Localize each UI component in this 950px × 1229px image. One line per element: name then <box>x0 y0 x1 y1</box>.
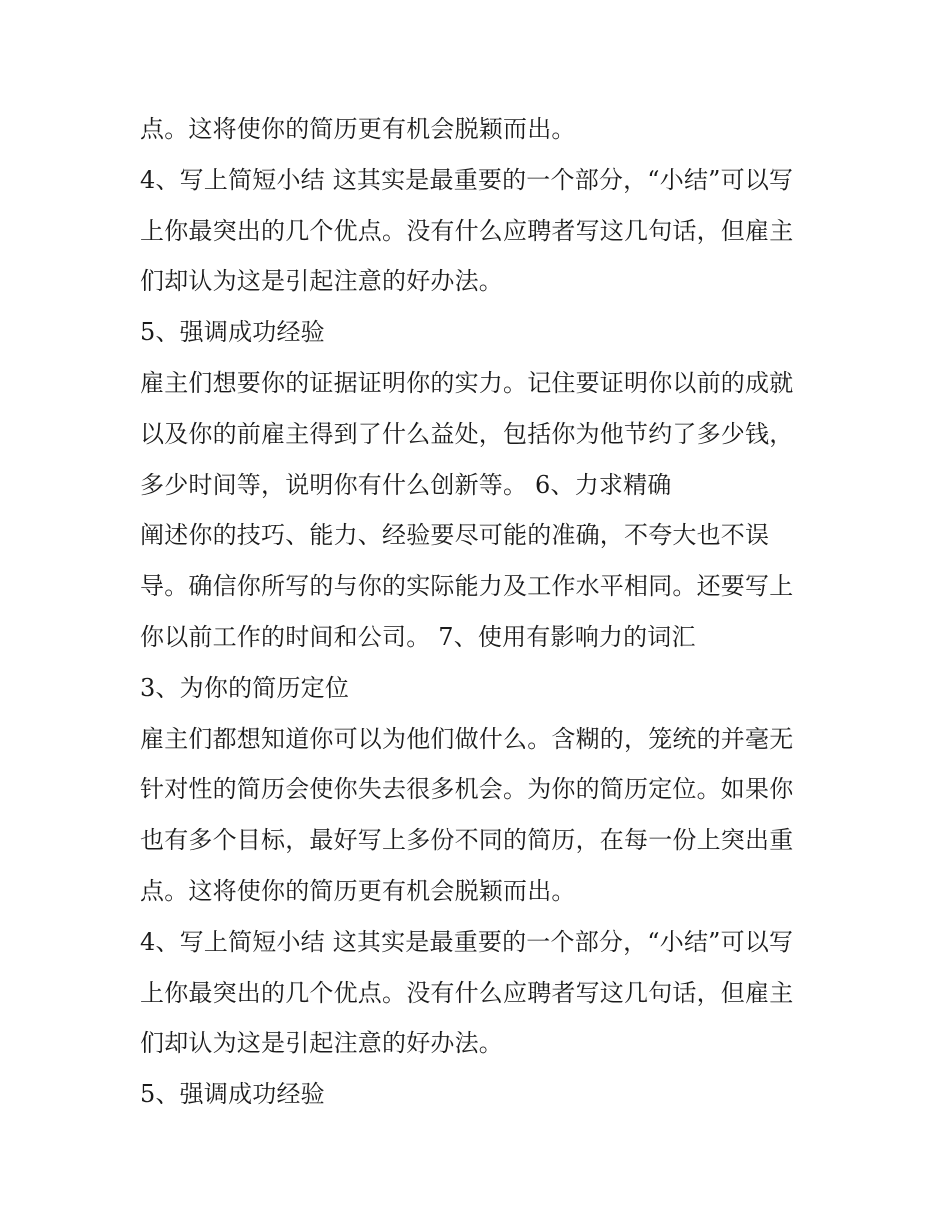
document-body <box>140 104 820 1120</box>
text-line: 点。这将使你的简历更有机会脱颖而出。 <box>140 876 576 905</box>
text-line: 们却认为这是引起注意的好办法。 <box>140 1029 503 1058</box>
text-line: 上你最突出的几个优点。没有什么应聘者写这几句话，但雇主 <box>140 216 794 245</box>
text-line: 你以前工作的时间和公司。 7、使用有影响力的词汇 <box>140 622 696 651</box>
text-line: 4、写上简短小结 这其实是最重要的一个部分，“小结”可以写 <box>140 165 794 194</box>
text-line: 4、写上简短小结 这其实是最重要的一个部分，“小结”可以写 <box>140 927 794 956</box>
section-heading: 5、强调成功经验 <box>140 318 325 347</box>
text-line: 上你最突出的几个优点。没有什么应聘者写这几句话，但雇主 <box>140 978 794 1007</box>
text-line: 阐述你的技巧、能力、经验要尽可能的准确，不夸大也不误 <box>140 521 770 550</box>
text-line: 导。确信你所写的与你的实际能力及工作水平相同。还要写上 <box>140 572 794 601</box>
text-line: 多少时间等，说明你有什么创新等。 6、力求精确 <box>140 470 672 499</box>
text-line: 也有多个目标，最好写上多份不同的简历，在每一份上突出重 <box>140 826 794 855</box>
section-heading: 5、强调成功经验 <box>140 1080 325 1109</box>
section-heading: 3、为你的简历定位 <box>140 673 350 702</box>
text-line: 以及你的前雇主得到了什么益处，包括你为他节约了多少钱， <box>140 419 794 448</box>
text-line: 雇主们都想知道你可以为他们做什么。含糊的，笼统的并毫无 <box>140 724 794 753</box>
text-line: 雇主们想要你的证据证明你的实力。记住要证明你以前的成就 <box>140 368 794 397</box>
text-line: 针对性的简历会使你失去很多机会。为你的简历定位。如果你 <box>140 775 794 804</box>
text-line: 点。这将使你的简历更有机会脱颖而出。 <box>140 115 576 143</box>
text-line: 们却认为这是引起注意的好办法。 <box>140 267 503 296</box>
